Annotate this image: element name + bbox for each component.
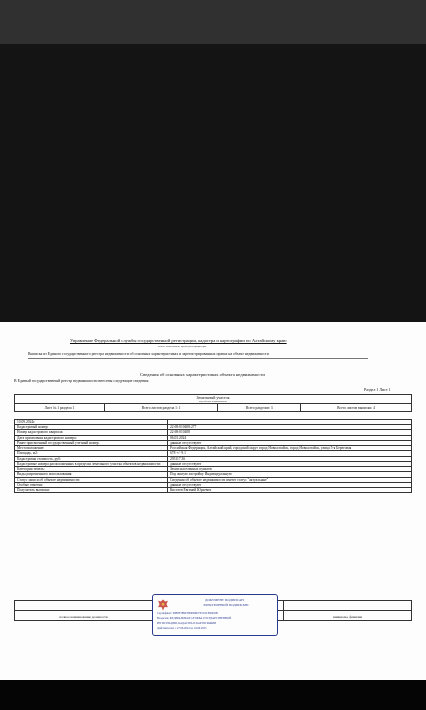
agency-caption: полное наименование органа регистрации прав xyxy=(158,345,207,348)
extract-intro: Выписка из Единого государственного реестра недвижимости об основных характеристиках и зарегистрированных правах на объект недвижимости xyxy=(28,352,269,356)
viewer-background-bottom xyxy=(0,680,426,710)
row-value: данные отсутствуют xyxy=(168,482,412,487)
header-table xyxy=(14,394,412,412)
object-type: Земельный участок xyxy=(196,395,230,400)
viewer-background xyxy=(0,44,426,322)
row-value: Сведения об объекте недвижимости имеют статус "актуальные" xyxy=(168,477,412,482)
row-value: Российская Федерация, Алтайский край, городской округ город Новоалтайск, город Новоалтайск, улица 5-я Береговая xyxy=(168,446,412,451)
row-value: Земли населенных пунктов xyxy=(168,467,412,472)
sheets-in-section: Всего листов раздела 1: 1 xyxy=(104,404,218,412)
row-value: данные отсутствуют xyxy=(168,440,412,445)
object-type-caption: вид объекта недвижимости xyxy=(199,400,227,403)
document-title: Сведения об основных характеристиках объекта недвижимости xyxy=(140,372,265,377)
intro-note: В Единый государственный реестр недвижимости внесены следующие сведения: xyxy=(14,379,150,383)
stamp-title: ДОКУМЕНТ ПОДПИСАН xyxy=(205,598,244,602)
row-value: 22:69:010408:277 xyxy=(168,425,412,430)
agency-name: Управление Федеральной службы государственной регистрации, кадастра и картографии по Алтайскому краю xyxy=(70,338,287,343)
section-label: Раздел 1 Лист 1 xyxy=(364,387,391,392)
object-type-cell xyxy=(15,395,412,404)
row-value: 06.03.2024 xyxy=(168,435,412,440)
row-label: Площадь, м2: xyxy=(15,451,168,456)
row-label: Номер кадастрового квартала: xyxy=(15,430,168,435)
coat-of-arms-icon xyxy=(156,598,170,612)
row-value: данные отсутствуют xyxy=(168,461,412,466)
viewer-top-bar xyxy=(0,0,426,44)
electronic-signature-stamp xyxy=(152,594,278,636)
row-label: Статус записи об объекте недвижимости: xyxy=(15,477,168,482)
name-cell xyxy=(284,601,412,611)
stamp-validity: Действителен: с 27.06.2024 по 19.09.2025 xyxy=(157,627,207,630)
position-caption: полное наименование должности xyxy=(15,611,153,621)
row-label: Ранее присвоенный государственный учетный номер: xyxy=(15,440,168,445)
row-label: Кадастровая стоимость, руб: xyxy=(15,456,168,461)
row-label: Дата присвоения кадастрового номера: xyxy=(15,435,168,440)
stamp-owner: Владелец: ФЕДЕРАЛЬНАЯ СЛУЖБА ГОСУДАРСТВЕННОЙ xyxy=(157,617,231,620)
total-sheets: Всего листов выписки: 4 xyxy=(301,404,412,412)
row-value: 295117.36 xyxy=(168,456,412,461)
characteristics-table xyxy=(14,419,412,493)
name-caption: инициалы, фамилия xyxy=(284,611,412,621)
row-label: Местоположение: xyxy=(15,446,168,451)
document-page xyxy=(0,322,426,680)
table-row xyxy=(15,488,412,493)
row-value: Под жилую застройку Индивидуальную xyxy=(168,472,412,477)
row-value: 678 +/- 9.1 xyxy=(168,451,412,456)
row-label: Особые отметки: xyxy=(15,482,168,487)
total-sections: Всего разделов: 3 xyxy=(218,404,301,412)
row-value: Киселев Евгений Юрьевич xyxy=(168,488,412,493)
position-cell xyxy=(15,601,153,611)
row-label: Кадастровый номер: xyxy=(15,425,168,430)
row-value: 22:69:010408 xyxy=(168,430,412,435)
row-label: Получатель выписки: xyxy=(15,488,168,493)
row-label: Категория земель: xyxy=(15,467,168,472)
stamp-owner-cont: РЕГИСТРАЦИИ, КАДАСТРА И КАРТОГРАФИИ xyxy=(157,622,217,625)
stamp-subtitle: ЭЛЕКТРОННОЙ ПОДПИСЬЮ xyxy=(203,603,249,607)
row-label: Кадастровые номера расположенных в пределах земельного участка объектов недвижимости: xyxy=(15,461,168,466)
sheet-number: Лист № 1 раздела 1 xyxy=(15,404,105,412)
divider xyxy=(28,358,368,359)
stamp-certificate: Сертификат: 00B8F5B9E38D0D6D7F2C6CB26D2B xyxy=(157,612,218,615)
date-cell: 10.09.2024г. xyxy=(15,420,168,425)
row-label: Виды разрешенного использования: xyxy=(15,472,168,477)
